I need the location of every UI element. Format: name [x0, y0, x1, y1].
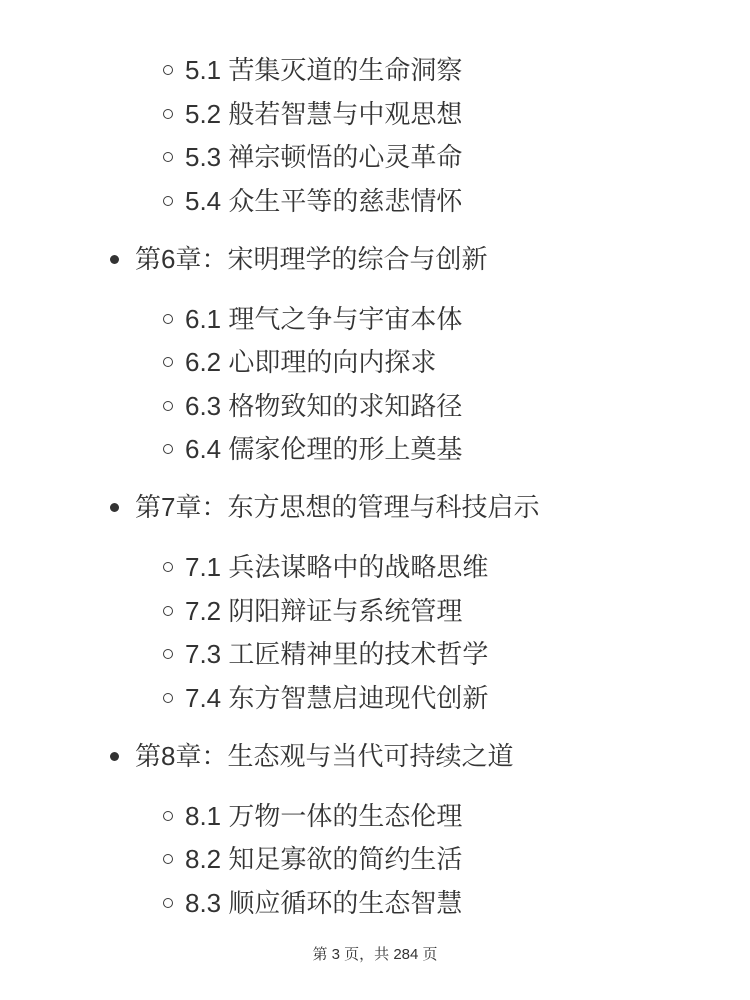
toc-subsection-item — [0, 681, 750, 715]
disc-bullet-icon — [110, 752, 119, 761]
toc-subsection-label: 7.2 阴阳辩证与系统管理 — [185, 595, 463, 626]
toc-chapter-label: 第7章：东方思想的管理与科技启示 — [135, 492, 540, 522]
toc-subsection-item — [0, 594, 750, 628]
circle-bullet-icon — [163, 357, 173, 367]
chapter6-subsection-list — [0, 302, 750, 467]
toc-subsection-item — [0, 389, 750, 423]
toc-subsection-item — [0, 432, 750, 466]
toc-subsection-item — [0, 799, 750, 833]
circle-bullet-icon — [163, 109, 173, 119]
circle-bullet-icon — [163, 693, 173, 703]
toc-subsection-label: 5.2 般若智慧与中观思想 — [185, 98, 463, 129]
toc-subsection-item — [0, 97, 750, 131]
disc-bullet-icon — [110, 255, 119, 264]
circle-bullet-icon — [163, 811, 173, 821]
toc-subsection-label: 6.4 儒家伦理的形上奠基 — [185, 434, 463, 464]
chapter7-block — [0, 490, 750, 715]
circle-bullet-icon — [163, 152, 173, 162]
circle-bullet-icon — [163, 65, 173, 75]
toc-subsection-item — [0, 140, 750, 174]
toc-subsection-item — [0, 886, 750, 920]
toc-subsection-label: 6.2 心即理的向内探求 — [185, 347, 437, 377]
toc-subsection-label: 8.1 万物一体的生态伦理 — [185, 800, 463, 831]
toc-subsection-label: 5.1 苦集灭道的生命洞察 — [185, 55, 463, 85]
toc-subsection-item — [0, 53, 750, 87]
toc-chapter-item — [0, 490, 750, 524]
toc-subsection-item — [0, 842, 750, 876]
toc-subsection-item — [0, 637, 750, 671]
toc-subsection-label: 8.3 顺应循环的生态智慧 — [185, 887, 463, 918]
disc-bullet-icon — [110, 503, 119, 512]
circle-bullet-icon — [163, 196, 173, 206]
page-indicator: 第 3 页，共 284 页 — [312, 946, 438, 963]
toc-chapter-label: 第8章：生态观与当代可持续之道 — [135, 740, 514, 771]
toc-subsection-label: 5.3 禅宗顿悟的心灵革命 — [185, 142, 463, 172]
circle-bullet-icon — [163, 898, 173, 908]
toc-subsection-item — [0, 184, 750, 218]
circle-bullet-icon — [163, 606, 173, 616]
circle-bullet-icon — [163, 854, 173, 864]
circle-bullet-icon — [163, 401, 173, 411]
chapter6-block — [0, 242, 750, 467]
toc-subsection-label: 5.4 众生平等的慈悲情怀 — [185, 185, 463, 216]
toc-subsection-label: 7.4 东方智慧启迪现代创新 — [185, 682, 489, 713]
toc-subsection-label: 8.2 知足寡欲的简约生活 — [185, 844, 463, 874]
toc-subsection-item — [0, 345, 750, 379]
toc-subsection-label: 7.3 工匠精神里的技术哲学 — [185, 639, 489, 669]
circle-bullet-icon — [163, 649, 173, 659]
toc-subsection-label: 7.1 兵法谋略中的战略思维 — [185, 552, 489, 582]
toc-subsection-item — [0, 302, 750, 336]
toc-subsection-label: 6.1 理气之争与宇宙本体 — [185, 303, 463, 334]
chapter8-subsection-list — [0, 799, 750, 920]
chapter8-block — [0, 739, 750, 920]
toc-subsection-item — [0, 550, 750, 584]
toc-subsection-label: 6.3 格物致知的求知路径 — [185, 390, 463, 421]
chapter5-subsection-list — [0, 53, 750, 218]
circle-bullet-icon — [163, 314, 173, 324]
toc-chapter-label: 第6章：宋明理学的综合与创新 — [135, 243, 488, 274]
toc-chapter-item — [0, 242, 750, 276]
chapter7-subsection-list — [0, 550, 750, 715]
circle-bullet-icon — [163, 444, 173, 454]
page-footer — [0, 945, 750, 965]
circle-bullet-icon — [163, 562, 173, 572]
toc-chapter-item — [0, 739, 750, 773]
